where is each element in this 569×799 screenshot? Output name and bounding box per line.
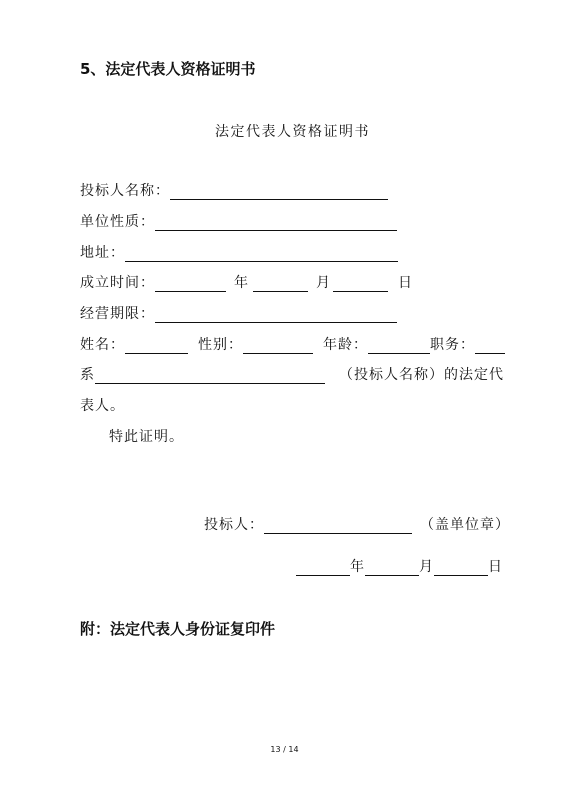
signature-day-label: 日 [488,559,503,575]
personal-info-row [80,334,505,354]
signature-date-row [296,556,503,576]
certify-text: 特此证明。 [109,429,184,445]
signature-row [204,514,510,534]
age-label: 年龄： [323,337,368,353]
unit-nature-row [80,211,397,231]
section-heading: 5、法定代表人资格证明书 [80,60,256,78]
signature-month-blank[interactable] [365,559,419,576]
month-label: 月 [316,275,331,291]
established-year-blank[interactable] [155,275,226,292]
position-label: 职务： [430,337,475,353]
signature-bidder-label: 投标人： [204,517,264,533]
age-blank[interactable] [368,337,430,354]
statement-row [80,364,504,384]
signature-day-blank[interactable] [434,559,488,576]
statement-suffix: （投标人名称）的法定代 [339,367,504,383]
name-label: 姓名： [80,337,125,353]
signature-year-label: 年 [350,559,365,575]
year-label: 年 [234,275,249,291]
bidder-name-row [80,180,388,200]
day-label: 日 [398,275,413,291]
business-term-label: 经营期限： [80,306,155,322]
address-blank[interactable] [125,245,398,262]
established-month-blank[interactable] [253,275,308,292]
business-term-row [80,303,397,323]
attachment-heading: 附：法定代表人身份证复印件 [80,620,276,638]
representative-of-blank[interactable] [95,367,325,384]
bidder-name-label: 投标人名称： [80,183,170,199]
unit-nature-blank[interactable] [155,214,397,231]
statement-continuation: 表人。 [80,398,125,414]
statement-prefix: 系 [80,367,95,383]
bidder-name-blank[interactable] [170,183,388,200]
form-title: 法定代表人资格证明书 [215,124,370,140]
unit-nature-label: 单位性质： [80,214,155,230]
page-number: 13 / 14 [270,745,299,754]
name-blank[interactable] [125,337,188,354]
signature-year-blank[interactable] [296,559,350,576]
business-term-blank[interactable] [155,306,397,323]
address-label: 地址： [80,245,125,261]
signature-month-label: 月 [419,559,434,575]
established-time-row [80,272,413,292]
established-day-blank[interactable] [333,275,388,292]
established-time-label: 成立时间： [80,275,155,291]
address-row [80,242,398,262]
gender-blank[interactable] [243,337,313,354]
signature-bidder-blank[interactable] [264,517,412,534]
position-blank[interactable] [475,337,505,354]
gender-label: 性别： [198,337,243,353]
seal-note: （盖单位章） [420,517,510,533]
